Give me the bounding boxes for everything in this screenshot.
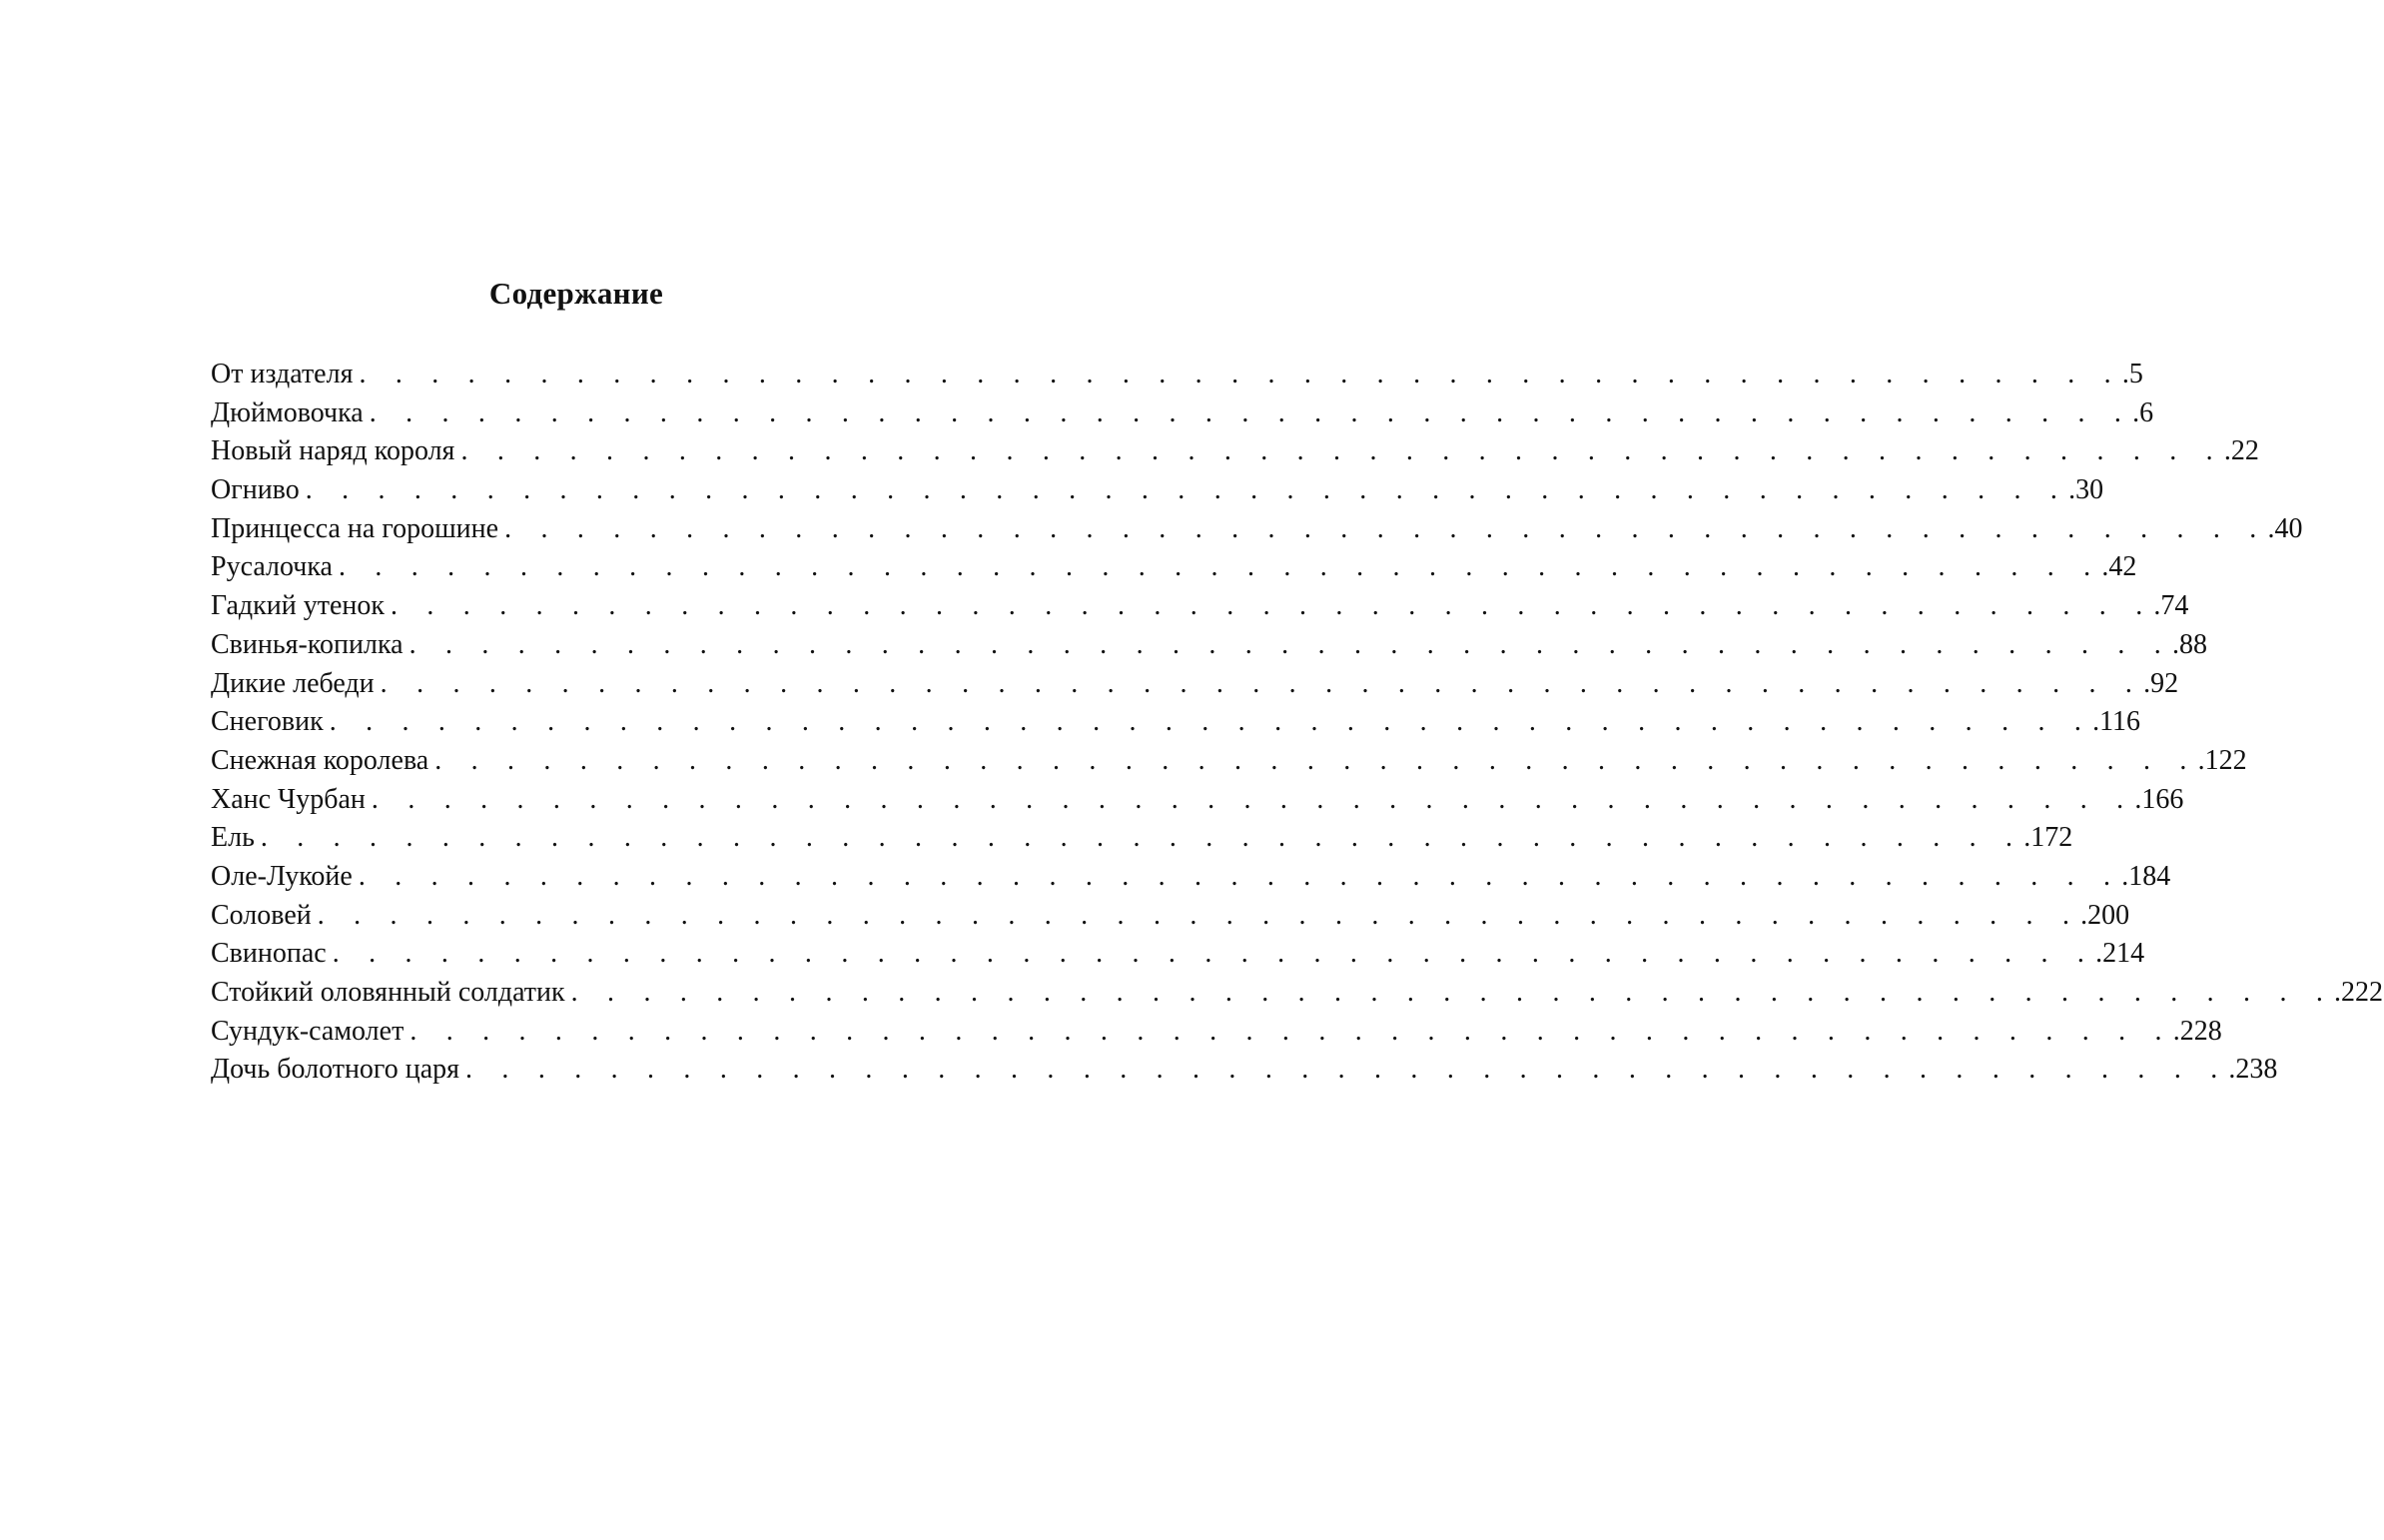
toc-entry-title: Сундук-самолет [211, 1013, 409, 1052]
toc-entry [211, 974, 2384, 1013]
table-of-contents [211, 356, 2384, 1090]
toc-entry [211, 548, 2137, 587]
toc-entry-page-number: .200 [2080, 899, 2130, 931]
toc-entry [211, 935, 2145, 974]
toc-entry-title: Ель [211, 819, 261, 858]
toc-entry [211, 703, 2141, 742]
toc-entry-page-number: .214 [2095, 938, 2145, 970]
toc-entry-title: Русалочка [211, 548, 339, 587]
toc-entry [211, 1051, 2278, 1090]
toc-dot-leader: . . . . . . . . . . . . . . . . . . . . . . . . . . . . . . . . . . . . . . . . . . . . . . . . . [434, 744, 2198, 776]
toc-dot-leader: . . . . . . . . . . . . . . . . . . . . . . . . . . . . . . . . . . . . . . . . . . . . . . . . . [380, 667, 2144, 699]
toc-entry-page-number: .184 [2121, 860, 2171, 892]
toc-entry [211, 432, 2259, 471]
toc-dot-leader: . . . . . . . . . . . . . . . . . . . . . . . . . . . . . . . . . . . . . . . . . . . . . . . . . [371, 783, 2135, 815]
toc-entry [211, 742, 2247, 781]
toc-entry [211, 587, 2189, 626]
toc-entry-title: Свинья-копилка [211, 626, 409, 665]
toc-entry-page-number: .22 [2223, 435, 2259, 467]
toc-entry-title: Дикие лебеди [211, 665, 381, 704]
toc-dot-leader: . . . . . . . . . . . . . . . . . . . . . . . . . . . . . . . . . . . . . . . . . . . . . . . . . [260, 822, 2024, 854]
toc-dot-leader: . . . . . . . . . . . . . . . . . . . . . . . . . . . . . . . . . . . . . . . . . . . . . . . . . [408, 628, 2172, 660]
toc-entry-title: Снеговик [211, 703, 330, 742]
toc-dot-leader: . . . . . . . . . . . . . . . . . . . . . . . . . . . . . . . . . . . . . . . . . . . . . . . . . [409, 1015, 2173, 1047]
toc-dot-leader: . . . . . . . . . . . . . . . . . . . . . . . . . . . . . . . . . . . . . . . . . . . . . . . . . [338, 551, 2102, 583]
toc-dot-leader: . . . . . . . . . . . . . . . . . . . . . . . . . . . . . . . . . . . . . . . . . . . . . . . . . [504, 512, 2268, 544]
toc-entry-title: Свинопас [211, 935, 333, 974]
toc-entry-page-number: .92 [2143, 667, 2179, 699]
toc-entry-page-number: .222 [2334, 977, 2384, 1008]
page-title: Содержание [488, 276, 664, 311]
toc-dot-leader: . . . . . . . . . . . . . . . . . . . . . . . . . . . . . . . . . . . . . . . . . . . . . . . . . [332, 938, 2096, 970]
toc-entry [211, 781, 2184, 820]
toc-entry-page-number: .238 [2228, 1054, 2278, 1086]
toc-entry [211, 665, 2179, 704]
toc-entry [211, 626, 2207, 665]
toc-dot-leader: . . . . . . . . . . . . . . . . . . . . . . . . . . . . . . . . . . . . . . . . . . . . . . . . . [358, 860, 2122, 892]
toc-dot-leader: . . . . . . . . . . . . . . . . . . . . . . . . . . . . . . . . . . . . . . . . . . . . . . . . . [570, 977, 2335, 1008]
toc-entry-title: Новый наряд короля [211, 432, 460, 471]
toc-entry-title: Принцесса на горошине [211, 510, 504, 549]
toc-entry [211, 897, 2130, 936]
toc-dot-leader: . . . . . . . . . . . . . . . . . . . . . . . . . . . . . . . . . . . . . . . . . . . . . . . . . [359, 359, 2122, 389]
toc-entry-page-number: .228 [2172, 1015, 2222, 1047]
toc-entry-page-number: .5 [2121, 359, 2143, 389]
toc-dot-leader: . . . . . . . . . . . . . . . . . . . . . . . . . . . . . . . . . . . . . . . . . . . . . . . . . [391, 590, 2154, 622]
toc-entry-page-number: .166 [2134, 783, 2184, 815]
toc-dot-leader: . . . . . . . . . . . . . . . . . . . . . . . . . . . . . . . . . . . . . . . . . . . . . . . . . [317, 899, 2081, 931]
toc-entry-title: Оле-Лукойе [211, 858, 359, 897]
toc-dot-leader: . . . . . . . . . . . . . . . . . . . . . . . . . . . . . . . . . . . . . . . . . . . . . . . . . [465, 1054, 2229, 1086]
toc-entry-title: Стойкий оловянный солдатик [211, 974, 571, 1013]
toc-entry-page-number: .6 [2132, 396, 2154, 428]
toc-dot-leader: . . . . . . . . . . . . . . . . . . . . . . . . . . . . . . . . . . . . . . . . . . . . . . . . . [369, 396, 2133, 428]
toc-dot-leader: . . . . . . . . . . . . . . . . . . . . . . . . . . . . . . . . . . . . . . . . . . . . . . . . . [329, 706, 2093, 738]
toc-entry [211, 394, 2154, 433]
toc-entry-page-number: .88 [2171, 628, 2207, 660]
toc-entry-title: Дочь болотного царя [211, 1051, 465, 1090]
toc-entry-title: Ханс Чурбан [211, 781, 372, 820]
toc-entry-page-number: .116 [2092, 706, 2141, 738]
toc-entry [211, 510, 2303, 549]
toc-entry [211, 356, 2143, 394]
toc-entry [211, 471, 2104, 510]
toc-entry-title: Дюймовочка [211, 394, 370, 433]
toc-entry-page-number: .172 [2023, 822, 2073, 854]
toc-entry-page-number: .74 [2153, 590, 2189, 622]
toc-entry [211, 819, 2073, 858]
toc-entry-title: От издателя [211, 356, 359, 394]
toc-dot-leader: . . . . . . . . . . . . . . . . . . . . . . . . . . . . . . . . . . . . . . . . . . . . . . . . . [305, 474, 2069, 506]
toc-entry-title: Соловей [211, 897, 318, 936]
toc-entry [211, 1013, 2222, 1052]
toc-entry-page-number: .122 [2197, 744, 2247, 776]
toc-entry-page-number: .30 [2068, 474, 2104, 506]
toc-entry-page-number: .40 [2267, 512, 2303, 544]
toc-entry-title: Гадкий утенок [211, 587, 391, 626]
toc-entry-title: Огниво [211, 471, 306, 510]
toc-entry-title: Снежная королева [211, 742, 434, 781]
toc-entry-page-number: .42 [2101, 551, 2137, 583]
toc-entry [211, 858, 2171, 897]
toc-dot-leader: . . . . . . . . . . . . . . . . . . . . . . . . . . . . . . . . . . . . . . . . . . . . . . . . . [460, 435, 2224, 467]
